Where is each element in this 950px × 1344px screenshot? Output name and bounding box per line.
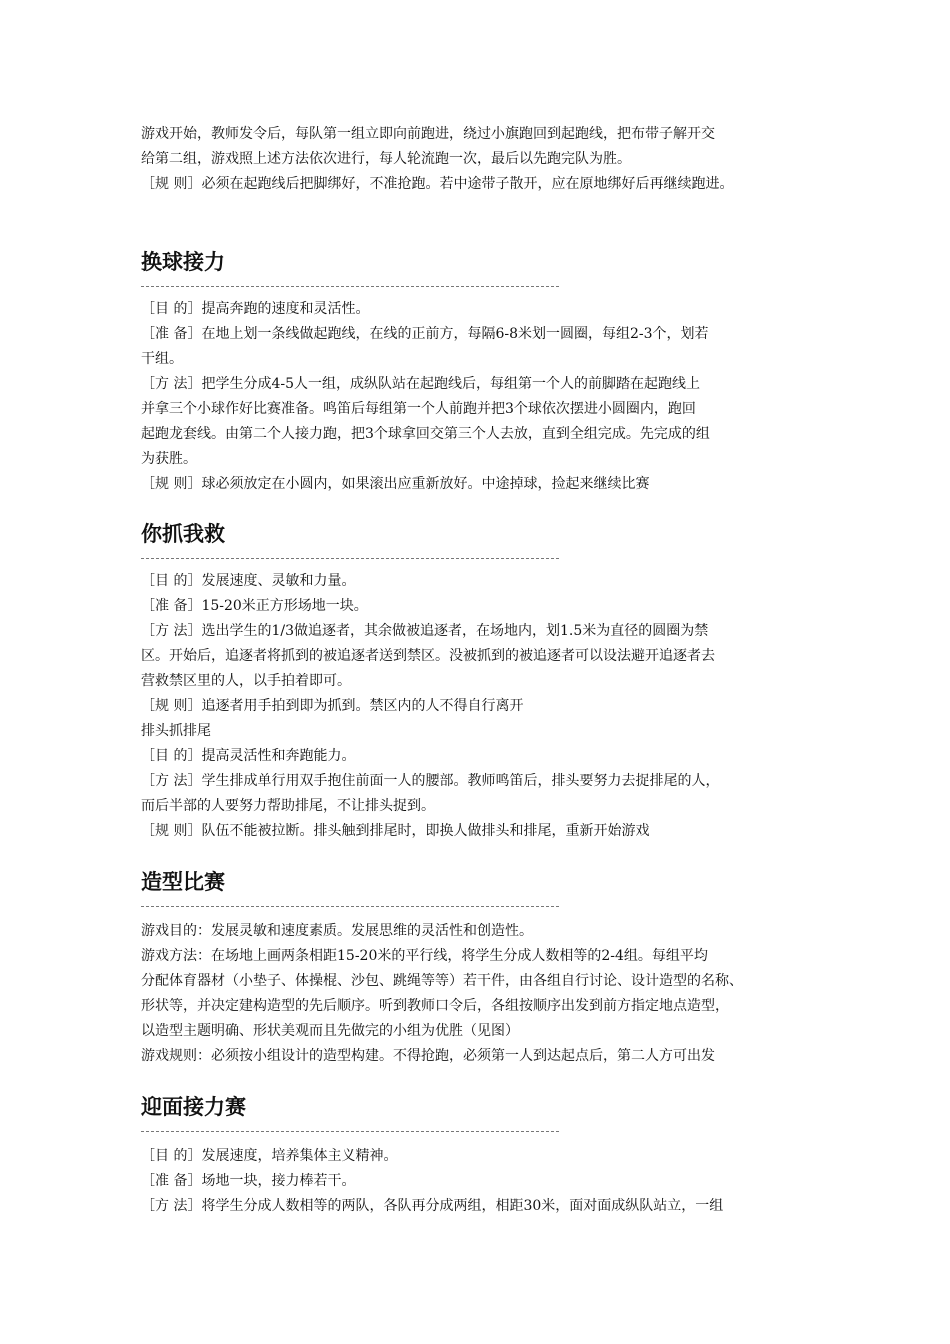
text-line: 游戏目的：发展灵敏和速度素质。发展思维的灵活性和创造性。 <box>141 923 533 939</box>
intro-paragraph <box>141 122 831 197</box>
section-title-catch-rescue: 你抓我救 <box>141 522 225 546</box>
text-line: 区。开始后，追逐者将抓到的被追逐者送到禁区。没被抓到的被追逐者可以设法避开追逐者去 <box>141 648 715 664</box>
text-line: ［规 则］必须在起跑线后把脚绑好，不准抢跑。若中途带子散开，应在原地绑好后再继续跑进。 <box>141 176 734 192</box>
text-line: ［方 法］将学生分成人数相等的两队，各队再分成两组，相距30米，面对面成纵队站立，一组 <box>141 1198 724 1214</box>
text-line: ［规 则］队伍不能被拉断。排头触到排尾时，即换人做排头和排尾，重新开始游戏 <box>141 823 650 839</box>
section-body-relay-ball <box>141 297 831 497</box>
text-line: ［目 的］发展速度，培养集体主义精神。 <box>141 1148 398 1164</box>
text-line: ［方 法］把学生分成4-5人一组，成纵队站在起跑线后，每组第一个人的前脚踏在起跑线上 <box>141 376 700 392</box>
section-body-face-relay <box>141 1144 831 1219</box>
text-line: 以造型主题明确、形状美观而且先做完的小组为优胜（见图） <box>141 1023 519 1039</box>
section-body-catch-rescue <box>141 569 831 844</box>
text-line: 游戏规则：必须按小组设计的造型构建。不得抢跑，必须第一人到达起点后，第二人方可出发 <box>141 1048 715 1064</box>
section-title-face-relay: 迎面接力赛 <box>141 1095 246 1119</box>
text-line: ［准 备］场地一块，接力棒若干。 <box>141 1173 356 1189</box>
text-line: 形状等，并决定建构造型的先后顺序。听到教师口令后，各组按顺序出发到前方指定地点造型， <box>141 998 729 1014</box>
text-line: 排头抓排尾 <box>141 723 211 739</box>
section-divider <box>141 906 559 907</box>
text-line: ［目 的］提高灵活性和奔跑能力。 <box>141 748 356 764</box>
section-divider <box>141 286 559 287</box>
text-line: 干组。 <box>141 351 183 367</box>
text-line: 起跑龙套线。由第二个人接力跑，把3个球拿回交第三个人去放，直到全组完成。先完成的组 <box>141 426 710 442</box>
section-divider <box>141 1131 559 1132</box>
text-line: 为获胜。 <box>141 451 197 467</box>
text-line: 分配体育器材（小垫子、体操棍、沙包、跳绳等等）若干件，由各组自行讨论、设计造型的名称、 <box>141 973 743 989</box>
text-line: ［目 的］提高奔跑的速度和灵活性。 <box>141 301 370 317</box>
text-line: ［方 法］选出学生的1/3做追逐者，其余做被追逐者，在场地内，划1.5米为直径的圆圈为禁 <box>141 623 709 639</box>
section-title-shape-contest: 造型比赛 <box>141 870 225 894</box>
text-line: ［规 则］追逐者用手拍到即为抓到。禁区内的人不得自行离开 <box>141 698 524 714</box>
section-divider <box>141 558 559 559</box>
text-line: 游戏开始，教师发令后，每队第一组立即向前跑进，绕过小旗跑回到起跑线，把布带子解开交 <box>141 126 715 142</box>
text-line: 给第二组，游戏照上述方法依次进行，每人轮流跑一次，最后以先跑完队为胜。 <box>141 151 631 167</box>
text-line: ［准 备］在地上划一条线做起跑线，在线的正前方，每隔6-8米划一圆圈，每组2-3个，划若 <box>141 326 709 342</box>
text-line: 游戏方法：在场地上画两条相距15-20米的平行线，将学生分成人数相等的2-4组。每组平均 <box>141 948 708 964</box>
section-title-relay-ball: 换球接力 <box>141 250 225 274</box>
section-body-shape-contest <box>141 919 831 1069</box>
text-line: 营救禁区里的人，以手拍着即可。 <box>141 673 351 689</box>
text-line: 而后半部的人要努力帮助排尾，不让排头捉到。 <box>141 798 435 814</box>
text-line: ［准 备］15-20米正方形场地一块。 <box>141 598 368 614</box>
text-line: ［方 法］学生排成单行用双手抱住前面一人的腰部。教师鸣笛后，排头要努力去捉排尾的人， <box>141 773 720 789</box>
text-line: ［目 的］发展速度、灵敏和力量。 <box>141 573 356 589</box>
text-line: 并拿三个小球作好比赛准备。鸣笛后每组第一个人前跑并把3个球依次摆进小圆圈内，跑回 <box>141 401 696 417</box>
text-line: ［规 则］球必须放定在小圆内，如果滚出应重新放好。中途掉球，捡起来继续比赛 <box>141 476 650 492</box>
